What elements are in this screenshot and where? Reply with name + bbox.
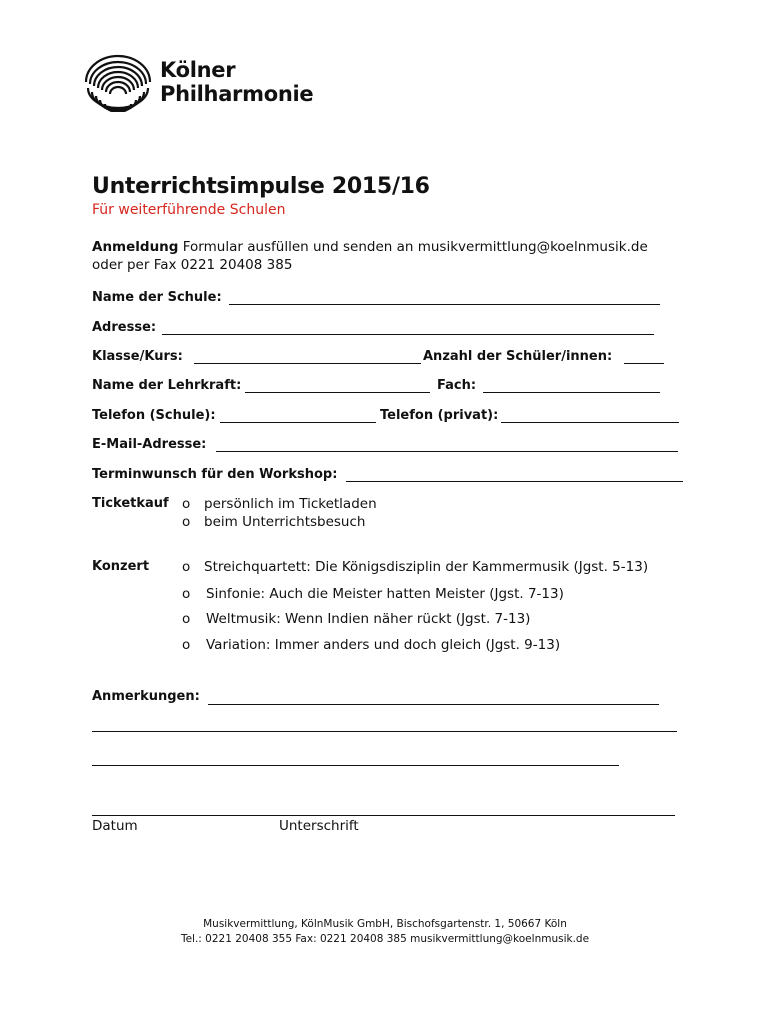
phone-private-label: Telefon (privat):: [380, 408, 499, 423]
school-name-label: Name der Schule:: [92, 290, 222, 305]
concert-option-checkbox[interactable]: o: [182, 611, 191, 627]
phone-private-field[interactable]: [501, 422, 679, 423]
footer-address: Musikvermittlung, KölnMusik GmbH, Bischofsgartenstr. 1, 50667 Köln: [203, 918, 567, 930]
subject-field[interactable]: [483, 392, 660, 393]
concert-option-label: Variation: Immer anders und doch gleich (Jgst. 9-13): [206, 637, 561, 653]
intro-bold-label: Anmeldung: [92, 239, 179, 255]
date-label: Datum: [92, 818, 138, 834]
student-count-field[interactable]: [624, 363, 664, 364]
remarks-field[interactable]: [208, 704, 659, 705]
workshop-label: Terminwunsch für den Workshop:: [92, 467, 338, 482]
remarks-label: Anmerkungen:: [92, 689, 200, 704]
phone-school-field[interactable]: [220, 422, 376, 423]
class-label: Klasse/Kurs:: [92, 349, 183, 364]
phone-school-label: Telefon (Schule):: [92, 408, 216, 423]
concert-option-checkbox[interactable]: o: [182, 637, 191, 653]
concert-label: Konzert: [92, 559, 150, 574]
subject-label: Fach:: [437, 378, 477, 393]
page-subtitle: Für weiterführende Schulen: [92, 202, 286, 218]
logo-line-1: Kölner: [160, 58, 236, 82]
logo-wordmark: [160, 58, 313, 106]
page-title: Unterrichtsimpulse 2015/16: [92, 174, 430, 199]
concert-option-checkbox[interactable]: o: [182, 559, 191, 575]
email-label: E-Mail-Adresse:: [92, 437, 207, 452]
concert-option-checkbox[interactable]: o: [182, 586, 191, 602]
concert-option-label: Streichquartett: Die Königsdisziplin der Kammermusik (Jgst. 5-13): [204, 559, 649, 575]
signature-label: Unterschrift: [279, 818, 359, 834]
class-field[interactable]: [194, 363, 421, 364]
koelner-philharmonie-logo-icon: [80, 52, 156, 112]
intro-fax: oder per Fax 0221 20408 385: [92, 257, 293, 273]
signature-line[interactable]: [92, 815, 675, 816]
ticket-option-label: beim Unterrichtsbesuch: [204, 514, 366, 530]
ticket-label: Ticketkauf: [92, 496, 169, 511]
ticket-option-label: persönlich im Ticketladen: [204, 496, 377, 512]
ticket-option-checkbox[interactable]: o: [182, 514, 191, 530]
ticket-option-checkbox[interactable]: o: [182, 496, 191, 512]
email-field[interactable]: [216, 451, 678, 452]
concert-option-label: Weltmusik: Wenn Indien näher rückt (Jgst. 7-13): [206, 611, 531, 627]
logo-line-2: Philharmonie: [160, 82, 314, 106]
address-field[interactable]: [162, 334, 654, 335]
workshop-field[interactable]: [346, 481, 683, 482]
school-name-field[interactable]: [229, 304, 660, 305]
concert-option-label: Sinfonie: Auch die Meister hatten Meister (Jgst. 7-13): [206, 586, 564, 602]
address-label: Adresse:: [92, 320, 157, 335]
teacher-field[interactable]: [245, 392, 430, 393]
student-count-label: Anzahl der Schüler/innen:: [423, 349, 613, 364]
intro-instructions: Formular ausfüllen und senden an musikvermittlung@koelnmusik.de: [182, 239, 648, 255]
intro-text: [92, 238, 692, 274]
remarks-field-line-3[interactable]: [92, 765, 619, 766]
teacher-label: Name der Lehrkraft:: [92, 378, 242, 393]
remarks-field-line-2[interactable]: [92, 731, 677, 732]
footer-contact: Tel.: 0221 20408 355 Fax: 0221 20408 385 musikvermittlung@koelnmusik.de: [180, 933, 590, 945]
